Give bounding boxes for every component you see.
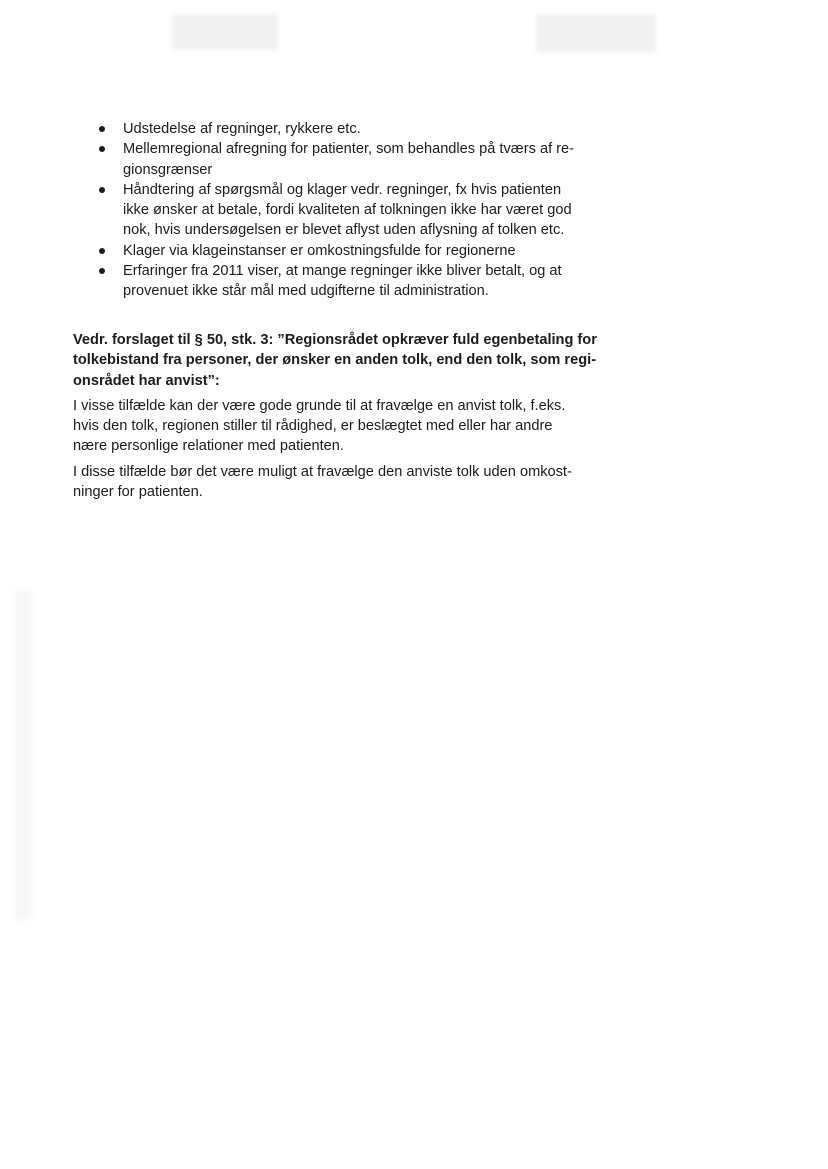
section-heading bbox=[73, 330, 613, 391]
bullet-item bbox=[96, 180, 616, 241]
bullet-dot-icon bbox=[99, 187, 105, 193]
bullet-line: nok, hvis undersøgelsen er blevet aflyst uden aflysning af tolken etc. bbox=[123, 222, 565, 239]
scan-smudge-left-margin bbox=[14, 590, 32, 920]
bullet-list bbox=[96, 119, 616, 302]
bullet-dot-icon bbox=[99, 248, 105, 254]
body-paragraph bbox=[73, 396, 613, 457]
bullet-line: Mellemregional afregning for patienter, som behandles på tværs af re- bbox=[123, 141, 575, 158]
bullet-dot-icon bbox=[99, 268, 105, 274]
bullet-line: Håndtering af spørgsmål og klager vedr. regninger, fx hvis patienten bbox=[123, 181, 562, 198]
body-paragraph bbox=[73, 462, 613, 503]
bullet-line: Udstedelse af regninger, rykkere etc. bbox=[123, 121, 361, 137]
bullet-line: Erfaringer fra 2011 viser, at mange regninger ikke bliver betalt, og at bbox=[123, 263, 562, 280]
bullet-item bbox=[96, 119, 616, 139]
bullet-dot-icon bbox=[99, 126, 105, 132]
bullet-dot-icon bbox=[99, 146, 105, 152]
section-paragraph-50-3 bbox=[73, 330, 613, 507]
heading-line: onsrådet har anvist”: bbox=[73, 372, 220, 389]
heading-line: tolkebistand fra personer, der ønsker en anden tolk, end den tolk, som regi- bbox=[73, 352, 597, 369]
paragraph-line: I disse tilfælde bør det være muligt at fravælge den anviste tolk uden omkost- bbox=[73, 463, 572, 480]
bullet-line: ikke ønsker at betale, fordi kvaliteten af tolkningen ikke har været god bbox=[123, 202, 572, 219]
bullet-item bbox=[96, 261, 616, 302]
paragraph-line: I visse tilfælde kan der være gode grunde til at fravælge en anvist tolk, f.eks. bbox=[73, 397, 566, 414]
paragraph-line: ninger for patienten. bbox=[73, 484, 203, 501]
bullet-item bbox=[96, 241, 616, 261]
heading-line: Vedr. forslaget til § 50, stk. 3: ”Regionsrådet opkræver fuld egenbetaling for bbox=[73, 332, 597, 348]
bullet-line: Klager via klageinstanser er omkostningsfulde for regionerne bbox=[123, 242, 516, 259]
bullet-line: gionsgrænser bbox=[123, 161, 213, 178]
scan-smudge-top-left bbox=[172, 14, 278, 50]
bullet-item bbox=[96, 139, 616, 180]
scan-smudge-top-right bbox=[536, 14, 656, 52]
paragraph-line: nære personlige relationer med patienten. bbox=[73, 438, 344, 455]
bullet-line: provenuet ikke står mål med udgifterne til administration. bbox=[123, 283, 489, 300]
paragraph-line: hvis den tolk, regionen stiller til rådighed, er beslægtet med eller har andre bbox=[73, 418, 553, 435]
